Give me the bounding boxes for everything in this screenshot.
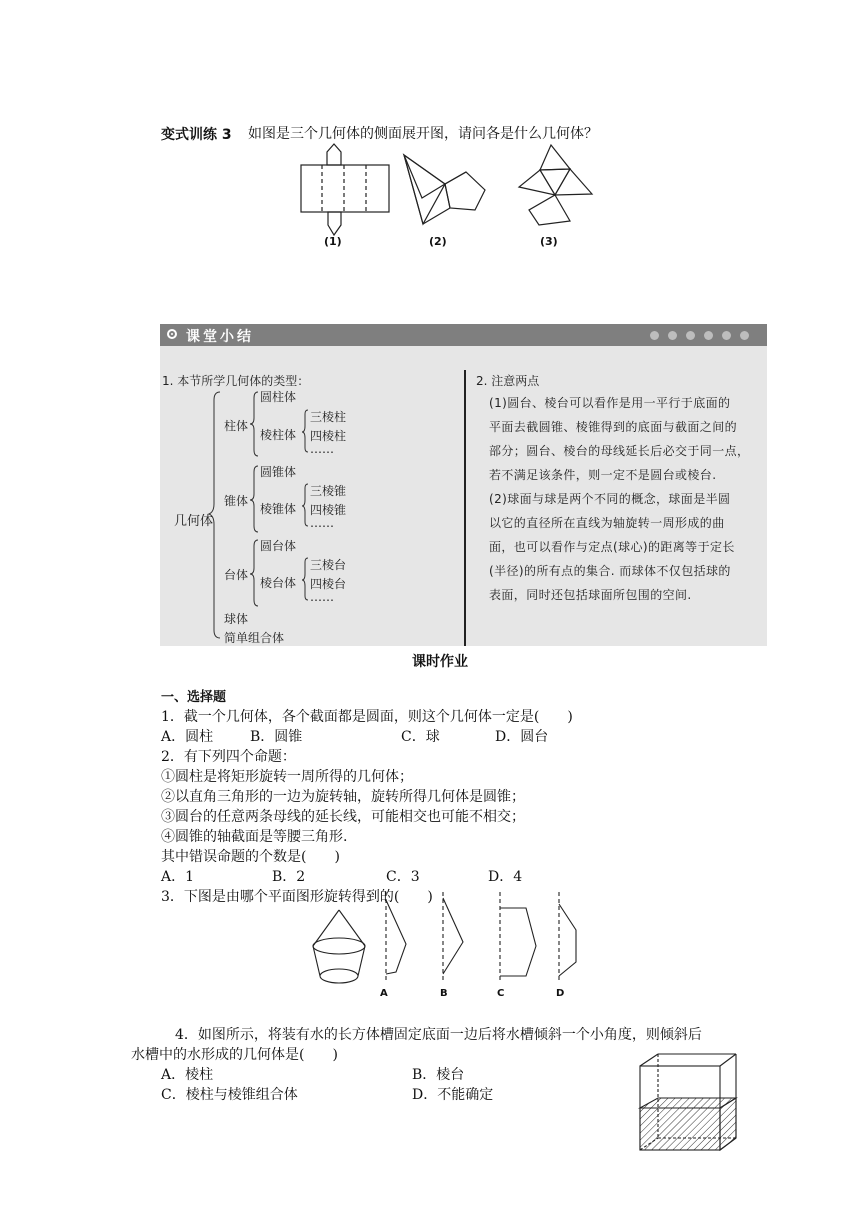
homework-title: 课时作业 xyxy=(412,654,468,670)
note-line: 部分；圆台、棱台的母线延长后必交于同一点， xyxy=(489,444,750,458)
q2-option-a: A．1 xyxy=(161,869,195,885)
tree-qiu: 球体 xyxy=(224,612,249,626)
summary-box xyxy=(160,324,767,646)
tree-zuhe: 简单组合体 xyxy=(224,631,285,645)
q4-option-c: C．棱柱与棱锥组合体 xyxy=(161,1087,298,1103)
tree-lengzhu: 棱柱体 xyxy=(260,428,297,442)
tree-lzh2: 四棱锥 xyxy=(310,503,347,517)
q2-stem: 2．有下列四个命题： xyxy=(161,749,296,765)
q2-option-d: D．4 xyxy=(488,869,523,885)
tree-lengzhui: 棱锥体 xyxy=(260,502,297,516)
q3-option-b-shape xyxy=(440,892,480,982)
summary-header xyxy=(160,324,767,346)
tree-lzh1: 三棱锥 xyxy=(310,484,347,498)
q3-option-c-shape xyxy=(496,892,546,982)
fig-label-2: (2) xyxy=(429,235,447,248)
q2-item: ②以直角三角形的一边为旋转轴，旋转所得几何体是圆锥； xyxy=(161,789,525,805)
q1-stem: 1．截一个几何体，各个截面都是圆面，则这个几何体一定是( ) xyxy=(161,709,573,725)
q1-option-d: D．圆台 xyxy=(495,729,549,745)
note-line: (半径)的所有点的集合. 而球体不仅包括球的 xyxy=(489,564,731,578)
tree-lt3: …… xyxy=(310,590,334,604)
tree-yuanzhu: 圆柱体 xyxy=(260,390,297,404)
tree-yuanzhui: 圆锥体 xyxy=(260,465,297,479)
q2-option-c: C．3 xyxy=(386,869,420,885)
dot-icon xyxy=(722,331,731,340)
q4-tank-figure xyxy=(638,1050,738,1154)
tree-tai: 台体 xyxy=(224,568,249,582)
tree-lt2: 四棱台 xyxy=(310,577,347,591)
q2-item: ③圆台的任意两条母线的延长线，可能相交也可能不相交； xyxy=(161,809,525,825)
dot-icon xyxy=(704,331,713,340)
q3-label-c: C xyxy=(497,988,505,999)
tree-lzh3: …… xyxy=(310,516,334,530)
tree-root: 几何体 xyxy=(174,514,214,529)
dot-icon xyxy=(686,331,695,340)
note-line: (2)球面与球是两个不同的概念，球面是半圆 xyxy=(489,492,731,506)
q4-option-d: D．不能确定 xyxy=(412,1087,494,1103)
tree-lengtai: 棱台体 xyxy=(260,576,297,590)
dot-icon xyxy=(740,331,749,340)
q3-label-a: A xyxy=(380,988,388,999)
q3-stem: 3．下图是由哪个平面图形旋转得到的( ) xyxy=(161,889,433,905)
tree-lz2: 四棱柱 xyxy=(310,429,347,443)
dot-icon xyxy=(650,331,659,340)
net-figure-3 xyxy=(515,143,605,233)
tree-yuantai: 圆台体 xyxy=(260,539,297,553)
note-line: 平面去截圆锥、棱锥得到的底面与截面之间的 xyxy=(489,420,738,434)
q4-option-a: A．棱柱 xyxy=(161,1067,214,1083)
summary-divider xyxy=(464,370,466,646)
q4-stem-line1: 4．如图所示，将装有水的长方体槽固定底面一边后将水槽倾斜一个小角度，则倾斜后 xyxy=(175,1027,702,1043)
q3-option-d-shape xyxy=(556,892,596,982)
q4-stem-line2: 水槽中的水形成的几何体是( ) xyxy=(131,1047,338,1063)
fig-label-3: (3) xyxy=(540,235,558,248)
q1-option-a: A．圆柱 xyxy=(161,729,214,745)
summary-right-heading: 2. 注意两点 xyxy=(476,374,540,388)
q3-option-a-shape xyxy=(382,892,422,982)
summary-title: 课堂小结 xyxy=(186,329,254,345)
note-line: 面，也可以看作与定点(球心)的距离等于定长 xyxy=(489,540,735,554)
dot-icon xyxy=(668,331,677,340)
note-line: 若不满足该条件，则一定不是圆台或棱台. xyxy=(489,468,717,482)
tree-lt1: 三棱台 xyxy=(310,558,347,572)
note-line: 表面，同时还包括球面所包围的空间. xyxy=(489,588,692,602)
tree-lz3: …… xyxy=(310,442,334,456)
net-figure-2 xyxy=(400,153,490,233)
q4-option-b: B．棱台 xyxy=(412,1067,465,1083)
q3-label-b: B xyxy=(440,988,448,999)
net-figure-1 xyxy=(300,140,390,240)
q1-option-c: C．球 xyxy=(401,729,440,745)
q1-option-b: B．圆锥 xyxy=(250,729,303,745)
fig-label-1: (1) xyxy=(324,235,342,248)
exercise-text: 如图是三个几何体的侧面展开图，请问各是什么几何体？ xyxy=(248,126,598,142)
q2-item: ④圆锥的轴截面是等腰三角形. xyxy=(161,829,348,845)
summary-left-heading: 1. 本节所学几何体的类型： xyxy=(162,374,310,388)
q2-ask: 其中错误命题的个数是( ) xyxy=(161,849,340,865)
tree-zhui: 锥体 xyxy=(224,494,249,508)
q3-solid-figure xyxy=(310,908,370,988)
note-line: (1)圆台、棱台可以看作是用一平行于底面的 xyxy=(489,396,731,410)
q3-label-d: D xyxy=(556,988,565,999)
tree-lz1: 三棱柱 xyxy=(310,410,347,424)
section-title: 一、选择题 xyxy=(161,690,227,705)
note-line: 以它的直径所在直线为轴旋转一周形成的曲 xyxy=(489,516,725,530)
target-icon xyxy=(167,329,177,339)
exercise-label: 变式训练 3 xyxy=(161,127,232,143)
q2-item: ①圆柱是将矩形旋转一周所得的几何体； xyxy=(161,769,413,785)
tree-zhu: 柱体 xyxy=(224,419,249,433)
q2-option-b: B．2 xyxy=(272,869,306,885)
